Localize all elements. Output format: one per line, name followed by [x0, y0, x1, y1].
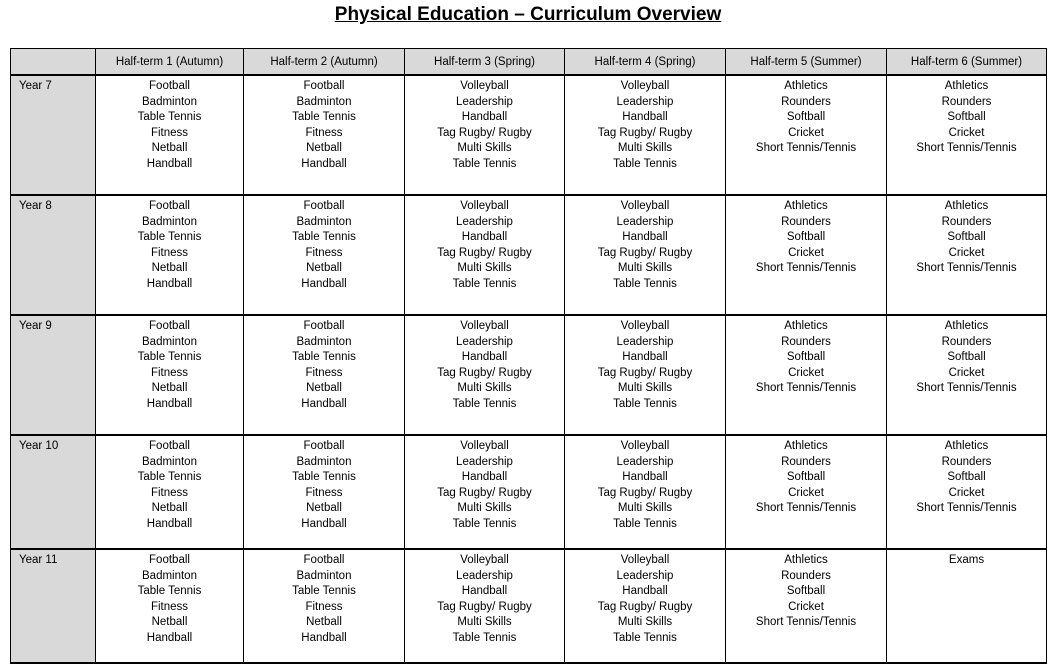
- activity-item: Rounders: [781, 215, 831, 228]
- activity-item: Table Tennis: [292, 231, 356, 244]
- half-term-3-cell: [405, 195, 565, 315]
- activity-item: Cricket: [948, 126, 985, 139]
- activity-item: Rounders: [941, 215, 992, 228]
- activity-item: Badminton: [296, 95, 352, 108]
- activity-item: Rounders: [781, 335, 831, 348]
- activity-item: Handball: [461, 111, 508, 124]
- activity-item: Volleyball: [460, 440, 509, 452]
- activity-item: Tag Rugby/ Rugby: [597, 366, 693, 379]
- activity-item: Table Tennis: [137, 111, 202, 124]
- activity-item: Netball: [151, 142, 188, 155]
- activity-item: Handball: [301, 157, 347, 170]
- activity-item: Cricket: [948, 246, 985, 259]
- activity-item: Short Tennis/Tennis: [755, 502, 857, 515]
- activity-item: Cricket: [788, 486, 824, 499]
- activity-item: Volleyball: [620, 440, 670, 452]
- activity-item: Table Tennis: [292, 471, 356, 484]
- activity-item: Tag Rugby/ Rugby: [437, 486, 532, 499]
- half-term-6-cell: [887, 549, 1047, 663]
- column-header-half-term-5: Half-term 5 (Summer): [726, 49, 887, 76]
- year-row: [11, 75, 1047, 195]
- half-term-3-cell: [405, 75, 565, 195]
- activity-item: Multi Skills: [617, 616, 673, 629]
- activity-item: Football: [149, 554, 190, 566]
- half-term-2-cell: [244, 315, 405, 435]
- activity-item: Softball: [947, 351, 986, 364]
- activity-item: Badminton: [296, 215, 352, 228]
- year-label: Year 9: [11, 315, 96, 435]
- column-header-half-term-4: Half-term 4 (Spring): [565, 49, 726, 76]
- activity-item: Rounders: [781, 569, 831, 582]
- half-term-6-cell: [887, 195, 1047, 315]
- half-term-1-cell: [96, 315, 244, 435]
- activity-item: Tag Rugby/ Rugby: [437, 600, 532, 613]
- activity-item: Table Tennis: [613, 631, 677, 644]
- activity-item: Fitness: [305, 366, 343, 379]
- activity-item: Handball: [622, 111, 668, 124]
- half-term-4-cell: [565, 315, 726, 435]
- activity-item: Leadership: [616, 455, 674, 468]
- activity-item: Short Tennis/Tennis: [755, 262, 857, 275]
- half-term-2-cell: [244, 195, 405, 315]
- activity-item: Netball: [151, 382, 188, 395]
- activity-item: Volleyball: [460, 80, 509, 92]
- year-row: [11, 315, 1047, 435]
- column-header-half-term-1: Half-term 1 (Autumn): [96, 49, 244, 76]
- activity-item: Tag Rugby/ Rugby: [437, 126, 532, 139]
- activity-item: Fitness: [150, 366, 189, 379]
- activity-item: Volleyball: [620, 80, 670, 92]
- half-term-3-cell: [405, 435, 565, 549]
- activity-item: Handball: [301, 277, 347, 290]
- activity-item: Leadership: [456, 335, 513, 348]
- year-row: [11, 195, 1047, 315]
- activity-item: Handball: [461, 585, 508, 598]
- half-term-1-cell: [96, 435, 244, 549]
- activity-item: Leadership: [456, 215, 513, 228]
- activity-item: Table Tennis: [292, 111, 356, 124]
- activity-item: Athletics: [784, 320, 828, 332]
- activity-item: Athletics: [944, 80, 989, 92]
- activity-item: Tag Rugby/ Rugby: [597, 126, 693, 139]
- activity-item: Athletics: [944, 200, 989, 212]
- year-label: Year 7: [11, 75, 96, 195]
- activity-item: Football: [303, 554, 345, 566]
- activity-item: Softball: [947, 111, 986, 124]
- activity-item: Table Tennis: [452, 517, 517, 530]
- year-row: [11, 435, 1047, 549]
- activity-item: Rounders: [941, 455, 992, 468]
- activity-item: Badminton: [296, 335, 352, 348]
- year-label: Year 8: [11, 195, 96, 315]
- year-label: Year 11: [11, 549, 96, 663]
- activity-item: Netball: [151, 262, 188, 275]
- activity-item: Athletics: [944, 320, 989, 332]
- half-term-6-cell: [887, 315, 1047, 435]
- activity-item: Handball: [301, 517, 347, 530]
- activity-item: Softball: [786, 351, 826, 364]
- activity-item: Fitness: [150, 246, 189, 259]
- activity-item: Handball: [146, 631, 193, 644]
- activity-item: Netball: [151, 502, 188, 515]
- activity-item: Handball: [146, 277, 193, 290]
- activity-item: Tag Rugby/ Rugby: [437, 366, 532, 379]
- activity-item: Netball: [306, 382, 342, 395]
- activity-item: Multi Skills: [457, 262, 512, 275]
- activity-item: Table Tennis: [452, 157, 517, 170]
- activity-item: Football: [149, 200, 190, 212]
- activity-item: Athletics: [944, 440, 989, 452]
- activity-item: Leadership: [616, 215, 674, 228]
- activity-item: Cricket: [788, 366, 824, 379]
- activity-item: Cricket: [788, 600, 824, 613]
- curriculum-table: [10, 48, 1047, 664]
- activity-item: Fitness: [150, 486, 189, 499]
- activity-item: Softball: [786, 111, 826, 124]
- activity-item: Table Tennis: [137, 471, 202, 484]
- activity-item: Softball: [786, 471, 826, 484]
- activity-item: Fitness: [305, 486, 343, 499]
- activity-item: Multi Skills: [457, 142, 512, 155]
- year-row: [11, 549, 1047, 663]
- half-term-2-cell: [244, 549, 405, 663]
- activity-item: Football: [303, 200, 345, 212]
- corner-cell: [11, 49, 96, 76]
- column-header-half-term-6: Half-term 6 (Summer): [887, 49, 1047, 76]
- activity-item: Netball: [306, 502, 342, 515]
- activity-item: Fitness: [150, 600, 189, 613]
- activity-item: Volleyball: [620, 200, 670, 212]
- half-term-6-cell: [887, 75, 1047, 195]
- activity-item: Table Tennis: [137, 351, 202, 364]
- activity-item: Multi Skills: [617, 142, 673, 155]
- activity-item: Table Tennis: [292, 351, 356, 364]
- activity-item: Tag Rugby/ Rugby: [437, 246, 532, 259]
- activity-item: Table Tennis: [613, 517, 677, 530]
- activity-item: Football: [303, 440, 345, 452]
- activity-item: Fitness: [305, 246, 343, 259]
- half-term-3-cell: [405, 315, 565, 435]
- activity-item: Netball: [306, 142, 342, 155]
- activity-item: Handball: [461, 471, 508, 484]
- activity-item: Short Tennis/Tennis: [916, 382, 1017, 395]
- activity-item: Leadership: [616, 335, 674, 348]
- activity-item: Table Tennis: [452, 397, 517, 410]
- half-term-6-cell: [887, 435, 1047, 549]
- activity-item: Softball: [947, 471, 986, 484]
- activity-item: Fitness: [305, 126, 343, 139]
- activity-item: Handball: [461, 231, 508, 244]
- page-title: Physical Education – Curriculum Overview: [334, 4, 722, 25]
- activity-item: Softball: [786, 585, 826, 598]
- activity-item: Leadership: [456, 569, 513, 582]
- activity-item: Football: [149, 440, 190, 452]
- half-term-1-cell: [96, 75, 244, 195]
- half-term-3-cell: [405, 549, 565, 663]
- half-term-4-cell: [565, 195, 726, 315]
- column-header-half-term-2: Half-term 2 (Autumn): [244, 49, 405, 76]
- activity-item: Short Tennis/Tennis: [916, 502, 1017, 515]
- activity-item: Football: [303, 80, 345, 92]
- activity-item: Cricket: [788, 126, 824, 139]
- half-term-4-cell: [565, 549, 726, 663]
- activity-item: Volleyball: [460, 320, 509, 332]
- activity-item: Athletics: [784, 80, 828, 92]
- activity-item: Leadership: [456, 455, 513, 468]
- activity-item: Table Tennis: [613, 397, 677, 410]
- activity-item: Multi Skills: [457, 502, 512, 515]
- activity-item: Tag Rugby/ Rugby: [597, 486, 693, 499]
- activity-item: Netball: [306, 616, 342, 629]
- activity-item: Table Tennis: [452, 277, 517, 290]
- activity-item: Handball: [622, 585, 668, 598]
- half-term-1-cell: [96, 195, 244, 315]
- activity-item: Multi Skills: [457, 616, 512, 629]
- activity-item: Table Tennis: [292, 585, 356, 598]
- activity-item: Volleyball: [460, 200, 509, 212]
- activity-item: Athletics: [784, 554, 828, 566]
- activity-item: Softball: [947, 231, 986, 244]
- half-term-5-cell: [726, 549, 887, 663]
- activity-item: Multi Skills: [617, 262, 673, 275]
- activity-item: Table Tennis: [613, 277, 677, 290]
- activity-item: Softball: [786, 231, 826, 244]
- activity-item: Table Tennis: [137, 585, 202, 598]
- activity-item: Rounders: [781, 455, 831, 468]
- activity-item: Handball: [301, 397, 347, 410]
- activity-item: Multi Skills: [617, 382, 673, 395]
- half-term-4-cell: [565, 435, 726, 549]
- half-term-5-cell: [726, 75, 887, 195]
- activity-item: Cricket: [948, 486, 985, 499]
- activity-item: Athletics: [784, 440, 828, 452]
- activity-item: Netball: [306, 262, 342, 275]
- activity-item: Badminton: [142, 455, 197, 468]
- activity-item: Football: [303, 320, 345, 332]
- half-term-4-cell: [565, 75, 726, 195]
- activity-item: Fitness: [305, 600, 343, 613]
- activity-item: Volleyball: [620, 554, 670, 566]
- activity-item: Table Tennis: [137, 231, 202, 244]
- activity-item: Football: [149, 80, 190, 92]
- activity-item: Table Tennis: [613, 157, 677, 170]
- activity-item: Leadership: [456, 95, 513, 108]
- activity-item: Handball: [622, 231, 668, 244]
- activity-item: Tag Rugby/ Rugby: [597, 600, 693, 613]
- year-label: Year 10: [11, 435, 96, 549]
- activity-item: Handball: [146, 157, 193, 170]
- activity-item: Badminton: [142, 335, 197, 348]
- activity-item: Rounders: [781, 95, 831, 108]
- half-term-1-cell: [96, 549, 244, 663]
- activity-item: Short Tennis/Tennis: [755, 616, 857, 629]
- activity-item: Badminton: [142, 95, 197, 108]
- activity-item: Exams: [948, 554, 985, 566]
- activity-item: Rounders: [941, 335, 992, 348]
- activity-item: Athletics: [784, 200, 828, 212]
- activity-item: Multi Skills: [617, 502, 673, 515]
- activity-item: Handball: [301, 631, 347, 644]
- activity-item: Short Tennis/Tennis: [916, 262, 1017, 275]
- half-term-2-cell: [244, 435, 405, 549]
- activity-item: Tag Rugby/ Rugby: [597, 246, 693, 259]
- activity-item: Cricket: [788, 246, 824, 259]
- activity-item: Badminton: [296, 569, 352, 582]
- activity-item: Netball: [151, 616, 188, 629]
- activity-item: Leadership: [616, 95, 674, 108]
- activity-item: Multi Skills: [457, 382, 512, 395]
- activity-item: Short Tennis/Tennis: [916, 142, 1017, 155]
- activity-item: Badminton: [142, 215, 197, 228]
- activity-item: Fitness: [150, 126, 189, 139]
- activity-item: Volleyball: [460, 554, 509, 566]
- activity-item: Volleyball: [620, 320, 670, 332]
- activity-item: Football: [149, 320, 190, 332]
- activity-item: Handball: [622, 471, 668, 484]
- activity-item: Short Tennis/Tennis: [755, 142, 857, 155]
- activity-item: Badminton: [142, 569, 197, 582]
- column-header-half-term-3: Half-term 3 (Spring): [405, 49, 565, 76]
- activity-item: Handball: [461, 351, 508, 364]
- half-term-5-cell: [726, 195, 887, 315]
- activity-item: Short Tennis/Tennis: [755, 382, 857, 395]
- activity-item: Badminton: [296, 455, 352, 468]
- half-term-5-cell: [726, 315, 887, 435]
- activity-item: Table Tennis: [452, 631, 517, 644]
- activity-item: Rounders: [941, 95, 992, 108]
- activity-item: Leadership: [616, 569, 674, 582]
- activity-item: Handball: [622, 351, 668, 364]
- half-term-2-cell: [244, 75, 405, 195]
- activity-item: Cricket: [948, 366, 985, 379]
- header-row: [11, 49, 1047, 76]
- half-term-5-cell: [726, 435, 887, 549]
- activity-item: Handball: [146, 397, 193, 410]
- activity-item: Handball: [146, 517, 193, 530]
